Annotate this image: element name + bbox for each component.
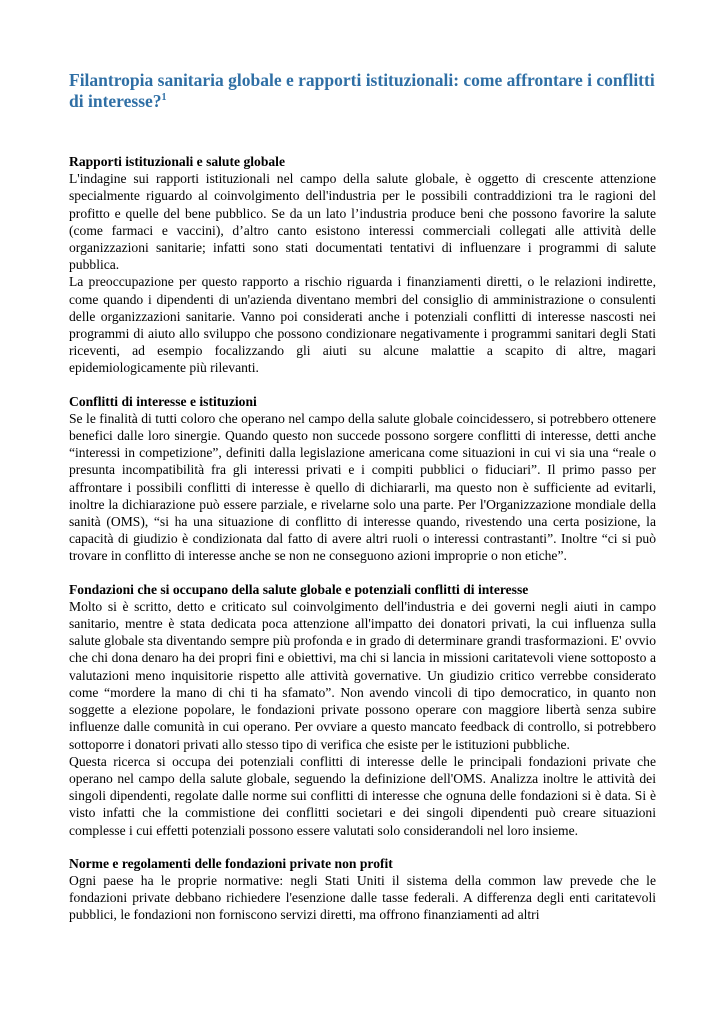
section-rapporti-istituzionali xyxy=(69,153,656,377)
section-paragraph: Ogni paese ha le proprie normative: negli Stati Uniti il sistema della common law prevede che le fondazioni private debbano richiedere l'esenzione dalle tasse federali. A differenza degli enti caritatevoli pubblici, le fondazioni non forniscono servizi diretti, ma offrono finanziamenti ad altri xyxy=(69,872,656,923)
section-heading: Norme e regolamenti delle fondazioni private non profit xyxy=(69,855,393,871)
section-paragraph: Molto si è scritto, detto e criticato sul coinvolgimento dell'industria e dei governi negli aiuti in campo sanitario, mentre è stata dedicata poca attenzione all'impatto dei donatori privati, la cui influenza sulla salute globale sta diventando sempre più profonda e in grado di determinare grandi trasformazioni. E' ovvio che chi dona denaro ha dei propri fini e obiettivi, ma chi si lancia in missioni caritatevoli viene sottoposto a valutazioni meno inquisitorie rispetto alle attività governative. Un giudizio critico verrebbe considerato come “mordere la mano di chi ti ha sfamato”. Non avendo vincoli di tipo democratico, in quanto non soggette a elezione popolare, le fondazioni private possono operare con maggiore libertà senza subire influenze dalle comunità in cui operano. Per ovviare a questo mancato feedback di controllo, si potrebbero sottoporre i donatori privati allo stesso tipo di verifica che esiste per le istituzioni pubbliche. xyxy=(69,598,656,752)
document-title xyxy=(69,70,656,112)
section-heading: Conflitti di interesse e istituzioni xyxy=(69,393,257,409)
section-norme-regolamenti xyxy=(69,855,656,924)
section-conflitti-di-interesse xyxy=(69,393,656,565)
document-title-text: Filantropia sanitaria globale e rapporti istituzionali: come affrontare i conflitti di interesse? xyxy=(69,70,655,111)
section-heading: Rapporti istituzionali e salute globale xyxy=(69,154,285,169)
section-paragraph: L'indagine sui rapporti istituzionali nel campo della salute globale, è oggetto di crescente attenzione specialmente riguardo al coinvolgimento dell'industria per le possibili contraddizioni tra le ragioni del profitto e quelle del bene pubblico. Se da un lato l’industria produce beni che possono favorire la salute (come farmaci e vaccini), d’altro canto esistono interessi commerciali collegati alle attività delle organizzazioni sanitarie; infatti sono stati documentati tentativi di influenzare i programmi di salute pubblica. xyxy=(69,171,656,273)
section-fondazioni xyxy=(69,581,656,839)
section-heading: Fondazioni che si occupano della salute globale e potenziali conflitti di interesse xyxy=(69,581,529,597)
section-paragraph: Se le finalità di tutti coloro che operano nel campo della salute globale coincidessero, si potrebbero ottenere benefici dalle loro sinergie. Quando questo non succede possono sorgere conflitti di interesse, detti anche “interessi in competizione”, definiti dalla legislazione americana come situazioni in cui vi sia una “reale o presunta incompatibilità fra gli interessi privati e i compiti pubblici o fiduciari”. Il primo passo per affrontare i possibili conflitti di interesse è quello di dichiararli, ma questo non è sufficiente ad evitarli, inoltre la dichiarazione può essere parziale, e rivelarne solo una parte. Per l'Organizzazione mondiale della sanità (OMS), “si ha una situazione di conflitto di interesse quando, rivestendo una certa posizione, la capacità di giudizio è condizionata dal fatto di avere altri ruoli o interessi contrastanti”. Inoltre “ci si può trovare in conflitto di interesse anche se non ne conseguono azioni improprie o non etiche”. xyxy=(69,410,656,564)
section-paragraph: La preoccupazione per questo rapporto a rischio riguarda i finanziamenti diretti, o le relazioni indirette, come quando i dipendenti di un'azienda diventano membri del consiglio di amministrazione o consulenti delle organizzazioni sanitarie. Vanno poi considerati anche i potenziali conflitti di interesse nascosti nei programmi di aiuto allo sviluppo che possono condizionare negativamente i programmi sanitari degli Stati riceventi, ad esempio focalizzando gli aiuti su alcune malattie a scapito di altre, magari epidemiologicamente più rilevanti. xyxy=(69,274,656,376)
document-page xyxy=(69,70,656,940)
title-footnote-marker[interactable]: 1 xyxy=(161,92,167,104)
section-paragraph: Questa ricerca si occupa dei potenziali conflitti di interesse delle le principali fondazioni private che operano nel campo della salute globale, seguendo la definizione dell'OMS. Analizza inoltre le attività dei singoli dipendenti, regolate dalle norme sui conflitti di interesse che ognuna delle fondazioni si è data. Si è visto infatti che la commistione dei conflitti societari e dei singoli dipendenti può creare situazioni complesse i cui effetti potenziali possono essere valutati solo considerandoli nel loro insieme. xyxy=(69,753,656,838)
